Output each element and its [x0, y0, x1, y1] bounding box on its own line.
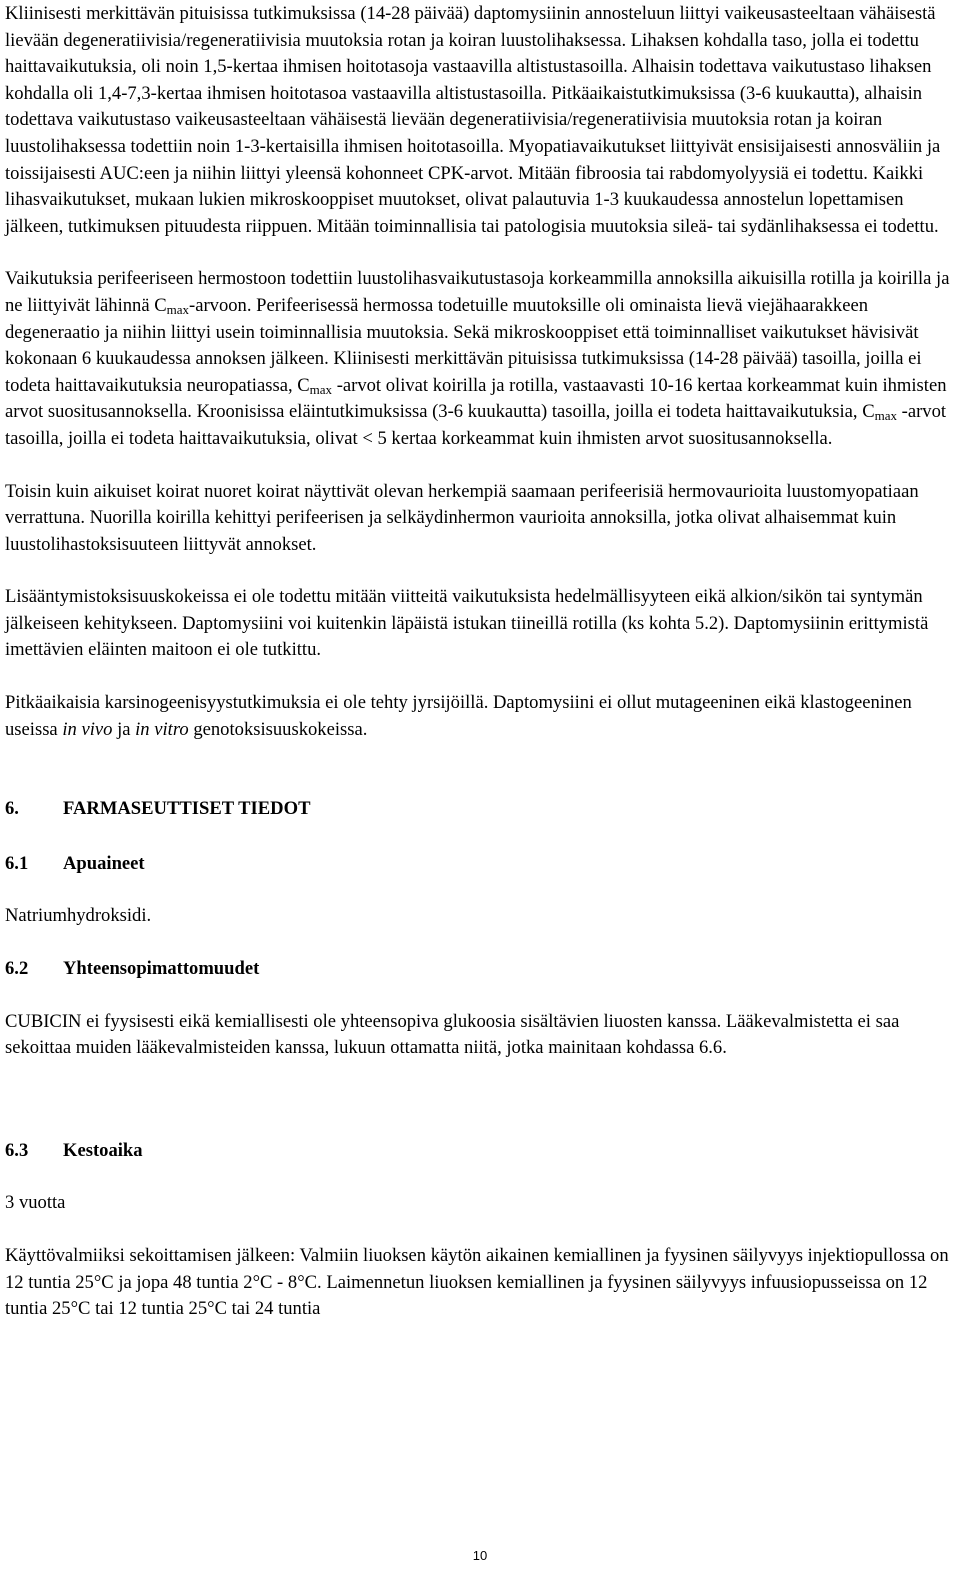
carcino-text-2: genotoksisuuskokeissa. — [188, 718, 368, 740]
cmax-subscript: max — [309, 381, 333, 397]
section-6-2-body: CUBICIN ei fyysisesti eikä kemiallisesti ole yhteensopiva glukoosia sisältävien liuosten kanssa. Lääkevalmistetta ei saa sekoittaa muiden lääkevalmisteiden kanssa, lukuun ottamatta niitä, jotka mainitaan kohdassa 6.6. — [5, 1010, 900, 1059]
section-title: Kestoaika — [63, 1139, 143, 1161]
paragraph-muscle-effects: Kliinisesti merkittävän pituisissa tutkimuksissa (14-28 päivää) daptomysiinin annosteluun liittyi vaikeusasteeltaan vähäisestä lievään degeneratiivisia/regeneratiivisia muutoksia rotan ja koiran luustolihaksessa. Lihaksen kohdalla taso, jolla ei todettu haittavaikutuksia, oli noin 1,5-kertaa ihmisen hoitotasoja vastaavilla altistustasoilla. Alhaisin todettava vaikutustaso lihaksen kohdalla oli 1,4-7,3-kertaa ihmisen hoitotasoa vastaavilla altistustasoilla. Pitkäaikaistutkimuksissa (3-6 kuukautta), alhaisin todettava vaikutustaso vaikeusasteeltaan vähäisestä lievään degeneratiivisia/regeneratiivisia muutoksia rotan ja koiran luustolihaksessa todettiin noin 1-3-kertaisilla ihmisen hoitotasoilla. Myopatiavaikutukset liittyivät ensisijaisesti annosväliin ja toissijaisesti AUC:een ja niihin liittyi yleensä kohonneet CPK-arvot. Mitään fibroosia tai rabdomyolyysiä ei todettu. Kaikki lihasvaikutukset, mukaan lukien mikroskooppiset muutokset, olivat palautuvia 1-3 kuukaudessa annostelun lopettamisen jälkeen, tutkimuksen pituudesta riippuen. Mitään toiminnallisia tai patologisia muutoksia sileä- tai sydänlihaksessa ei todettu. — [5, 3, 941, 237]
section-title: Yhteensopimattomuudet — [63, 958, 260, 980]
paragraph-nerve-effects — [5, 266, 955, 452]
section-6-1-heading — [5, 851, 955, 878]
section-6-3-reconstitution: Käyttövalmiiksi sekoittamisen jälkeen: Valmiin liuoksen käytön aikainen kemiallinen ja fyysinen säilyvyys injektiopullossa on 12 tuntia 25°C ja jopa 48 tuntia 2°C - 8°C. Laimennetun liuoksen kemiallinen ja fyysinen säilyvyys infuusiopusseissa on 12 tuntia 25°C tai 12 tuntia 25°C tai 24 tuntia — [5, 1245, 949, 1320]
nerve-text-4: -arvot tasoilla, joilla ei todeta haittavaikutuksia, olivat < 5 kertaa korkeammat kuin ihmisten arvot suositusannoksella. — [5, 401, 947, 449]
section-title: FARMASEUTTISET TIEDOT — [63, 798, 311, 820]
nerve-text-3: -arvot olivat koirilla ja rotilla, vastaavasti 10-16 kertaa korkeammat kuin ihmisten arvot suositusannoksella. Kroonisissa eläintutkimuksissa (3-6 kuukautta) tasoilla, joilla ei todeta haittavaikutuksia, C — [5, 374, 947, 423]
paragraph-reproduction: Lisääntymistoksisuuskokeissa ei ole todettu mitään viitteitä vaikutuksista hedelmällisyyteen eikä alkion/sikön tai syntymän jälkeiseen kehitykseen. Daptomysiini voi kuitenkin läpäistä istukan tiineillä rotilla (ks kohta 5.2). Daptomysiinin erittymistä imettävien eläinten maitoon ei ole tutkittu. — [5, 586, 929, 661]
in-vivo-italic: in vivo — [62, 718, 113, 740]
section-6-2-heading — [5, 956, 955, 983]
section-number: 6.3 — [5, 1139, 29, 1161]
cmax-subscript: max — [166, 301, 190, 317]
section-number: 6.1 — [5, 852, 29, 874]
section-number: 6. — [5, 798, 19, 820]
paragraph-young-dogs: Toisin kuin aikuiset koirat nuoret koirat näyttivät olevan herkempiä saamaan perifeerisiä hermovaurioita luustomyopatiaan verrattuna. Nuorilla koirilla kehittyi perifeerisen ja selkäydinhermon vaurioita annoksilla, jotka olivat alhaisemmat kuin luustolihastoksisuuteen liittyvät annokset. — [5, 480, 919, 555]
cmax-subscript: max — [874, 408, 898, 424]
section-6-3-body: 3 vuotta — [5, 1192, 66, 1214]
carcino-text-1: Pitkäaikaisia karsinogeenisyystutkimuksia ei ole tehty jyrsijöillä. Daptomysiini ei ollut mutageeninen eikä klastogeeninen useissa — [5, 692, 912, 740]
section-6-1-body: Natriumhydroksidi. — [5, 905, 152, 927]
nerve-text-2: -arvoon. Perifeerisessä hermossa todetuille muutoksille oli ominaista lievä viejähaarakkeen degeneraatio ja niihin liittyi usein toiminnallisia muutoksia. Sekä mikroskooppiset että toiminnalliset vaikutukset hävisivät kokonaan 6 kuukaudessa annoksen jälkeen. Kliinisesti merkittävän pituisissa tutkimuksissa (14-28 päivää) tasoilla, joilla ei todeta haittavaikutuksia neuropatiassa, C — [5, 294, 922, 396]
section-title: Apuaineet — [63, 852, 145, 874]
section-6-heading — [5, 796, 955, 823]
document-page — [5, 1, 955, 1323]
nerve-text-1: Vaikutuksia perifeeriseen hermostoon todettiin luustolihasvaikutustasoja korkeammilla annoksilla aikuisilla rotilla ja koirilla ja ne liittyivät lähinnä C — [5, 268, 950, 316]
section-6-3-heading — [5, 1138, 955, 1165]
carcino-text-ja: ja — [112, 718, 136, 740]
section-number: 6.2 — [5, 958, 29, 980]
paragraph-carcinogenicity — [5, 690, 955, 743]
page-number: 10 — [472, 1548, 488, 1563]
in-vitro-italic: in vitro — [135, 718, 189, 740]
